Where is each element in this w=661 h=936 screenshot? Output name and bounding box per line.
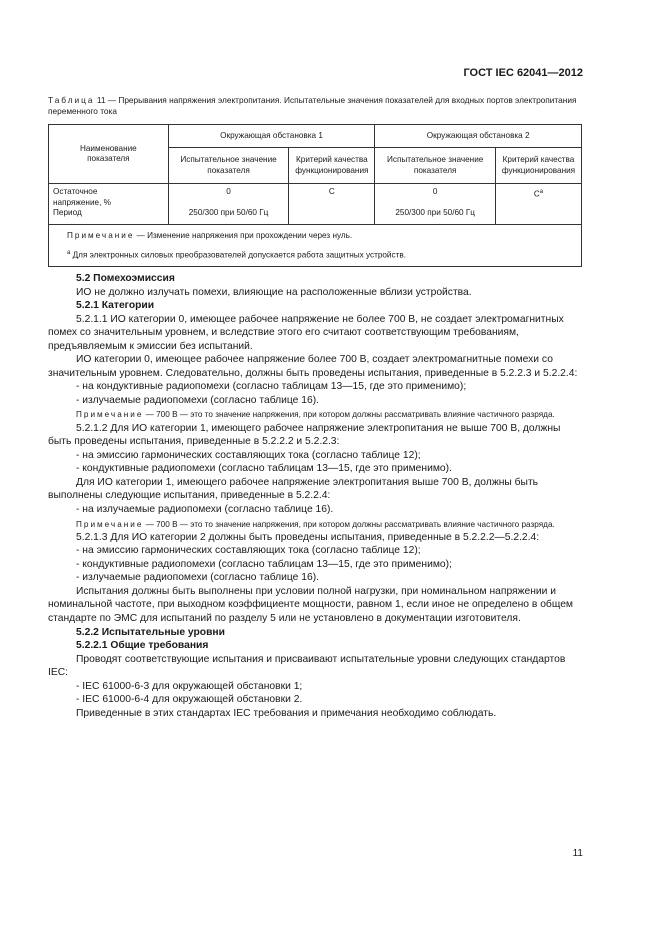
header-env1-criterion: Критерий качества функционирования — [289, 148, 375, 184]
table-note — [67, 231, 581, 242]
table-note-text: — Изменение напряжения при прохождении через нуль. — [134, 231, 353, 240]
list-item: - излучаемые радиопомехи (согласно таблице 16). — [76, 572, 320, 584]
env1-residual-value: 0 — [226, 187, 231, 196]
heading-5-2-1: 5.2.1 Категории — [76, 300, 155, 312]
table-footnote-text: Для электронных силовых преобразователей допускается работа защитных устройств. — [70, 250, 406, 260]
header-environment-2: Окружающая обстановка 2 — [375, 125, 582, 148]
document-header-code: ГОСТ IEC 62041—2012 — [463, 67, 583, 79]
page-number: 11 — [572, 848, 583, 859]
table-caption-text: 11 — Прерывания напряжения электропитания. Испытательные значения показателей для входных портов электропитания переменного тока — [48, 95, 577, 116]
header-environment-1: Окружающая обстановка 1 — [168, 125, 375, 148]
list-item: - на эмиссию гармонических составляющих тока (согласно таблице 12); — [76, 545, 421, 557]
note-1 — [48, 409, 582, 420]
section-body — [48, 272, 582, 720]
paragraph-5-2-1-3: 5.2.1.3 Для ИО категории 2 должны быть проведены испытания, приведенные в 5.2.2.2—5.2.2.4: — [76, 531, 540, 543]
env1-test-value-cell — [168, 184, 289, 225]
paragraph-category-1-high-voltage: Для ИО категории 1, имеющего рабочее напряжение электропитания выше 700 В, должны быть выполнены следующие испытания, приведенные в 5.2.2.4: — [48, 476, 539, 502]
list-item: - на кондуктивные радиопомехи (согласно таблицам 13—15, где это применимо); — [76, 381, 467, 393]
paragraph-5-2-1-2: 5.2.1.2 Для ИО категории 1, имеющего рабочее напряжение электропитания не выше 700 В, должны быть проведены испытания, приведенные в 5.2.2.2 и 5.2.2.3: — [48, 422, 561, 448]
paragraph-compliance: Приведенные в этих стандартах IEC требования и примечания необходимо соблюдать. — [76, 707, 497, 719]
paragraph-emission: ИО не должно излучать помехи, влияющие на расположенные вблизи устройства. — [76, 286, 472, 298]
header-env1-test-value: Испытательное значение показателя — [168, 148, 289, 184]
table-caption — [48, 95, 588, 117]
row-parameter-name — [49, 184, 169, 225]
row-name-period: Период — [53, 208, 82, 217]
heading-5-2: 5.2 Помехоэмиссия — [76, 273, 175, 284]
table-footnote — [67, 248, 581, 261]
note-2 — [48, 519, 582, 530]
paragraph-test-levels: Проводят соответствующие испытания и присваивают испытательные уровни следующих стандартов IEC: — [48, 653, 566, 679]
note-1-word: Примечание — [76, 410, 144, 420]
header-env2-criterion: Критерий качества функционирования — [496, 148, 582, 184]
env2-period-value: 250/300 при 50/60 Гц — [395, 207, 475, 217]
note-1-text: — 700 В — это то значение напряжения, при котором должны рассматривать влияние частичного разряда. — [143, 410, 555, 420]
table-caption-word: Таблица — [48, 95, 95, 105]
table-note-word: Примечание — [67, 231, 135, 240]
note-2-word: Примечание — [76, 519, 144, 529]
paragraph-test-conditions: Испытания должны быть выполнены при условии полной нагрузки, при номинальном напряжении и номинальной частоте, при выходном коэффициенте мощности, равном 1, если иное не определено в общем стандарте по ЭМС для испытаний по разделу 5 или не установлено в документации изготовителя. — [48, 585, 573, 624]
paragraph-category-0-high-voltage: ИО категории 0, имеющее рабочее напряжение более 700 В, создает электромагнитные помехи со значительным уровнем. Следовательно, должны быть проведены испытания, приведенные в 5.2.2.3 и 5.2.2.4: — [48, 354, 578, 379]
list-item: - на эмиссию гармонических составляющих тока (согласно таблице 12); — [76, 449, 421, 461]
list-item: - IEC 61000-6-4 для окружающей обстановки 2. — [76, 694, 303, 706]
interruption-table — [48, 124, 582, 267]
list-item: - кондуктивные радиопомехи (согласно таблицам 13—15, где это применимо). — [76, 463, 452, 475]
list-item: - излучаемые радиопомехи (согласно таблице 16). — [76, 394, 320, 406]
heading-5-2-2: 5.2.2 Испытательные уровни — [76, 626, 225, 638]
table-notes-cell — [49, 225, 582, 267]
env1-period-value: 250/300 при 50/60 Гц — [188, 207, 269, 217]
header-env2-test-value: Испытательное значение показателя — [375, 148, 496, 184]
list-item: - IEC 61000-6-3 для окружающей обстановки 1; — [76, 680, 303, 692]
env2-criterion-footnote-mark: a — [539, 189, 544, 195]
list-item: - на излучаемые радиопомехи (согласно таблице 16). — [76, 503, 334, 515]
env1-criterion-value: C — [289, 184, 375, 225]
env2-test-value-cell — [375, 184, 496, 225]
note-2-text: — 700 В — это то значение напряжения, при котором должны рассматривать влияние частичного разряда. — [143, 519, 555, 529]
list-item: - кондуктивные радиопомехи (согласно таблицам 13—15, где это применимо); — [76, 558, 452, 570]
table-footnote-mark: a — [67, 249, 71, 256]
heading-5-2-2-1: 5.2.2.1 Общие требования — [76, 640, 209, 652]
env2-criterion-cell — [496, 184, 582, 225]
paragraph-5-2-1-1: 5.2.1.1 ИО категории 0, имеющее рабочее напряжение не более 700 В, не создает электромагнитных помех со значительным уровнем, и вследствие этого его считают соответствующим требованиям, предъявляемым к эмиссии без испытаний. — [48, 313, 564, 352]
env2-criterion-value: C — [533, 189, 540, 199]
env2-residual-value: 0 — [432, 187, 438, 196]
header-parameter-name: Наименование показателя — [49, 125, 169, 184]
row-name-residual-voltage: Остаточное напряжение, % — [53, 187, 111, 207]
